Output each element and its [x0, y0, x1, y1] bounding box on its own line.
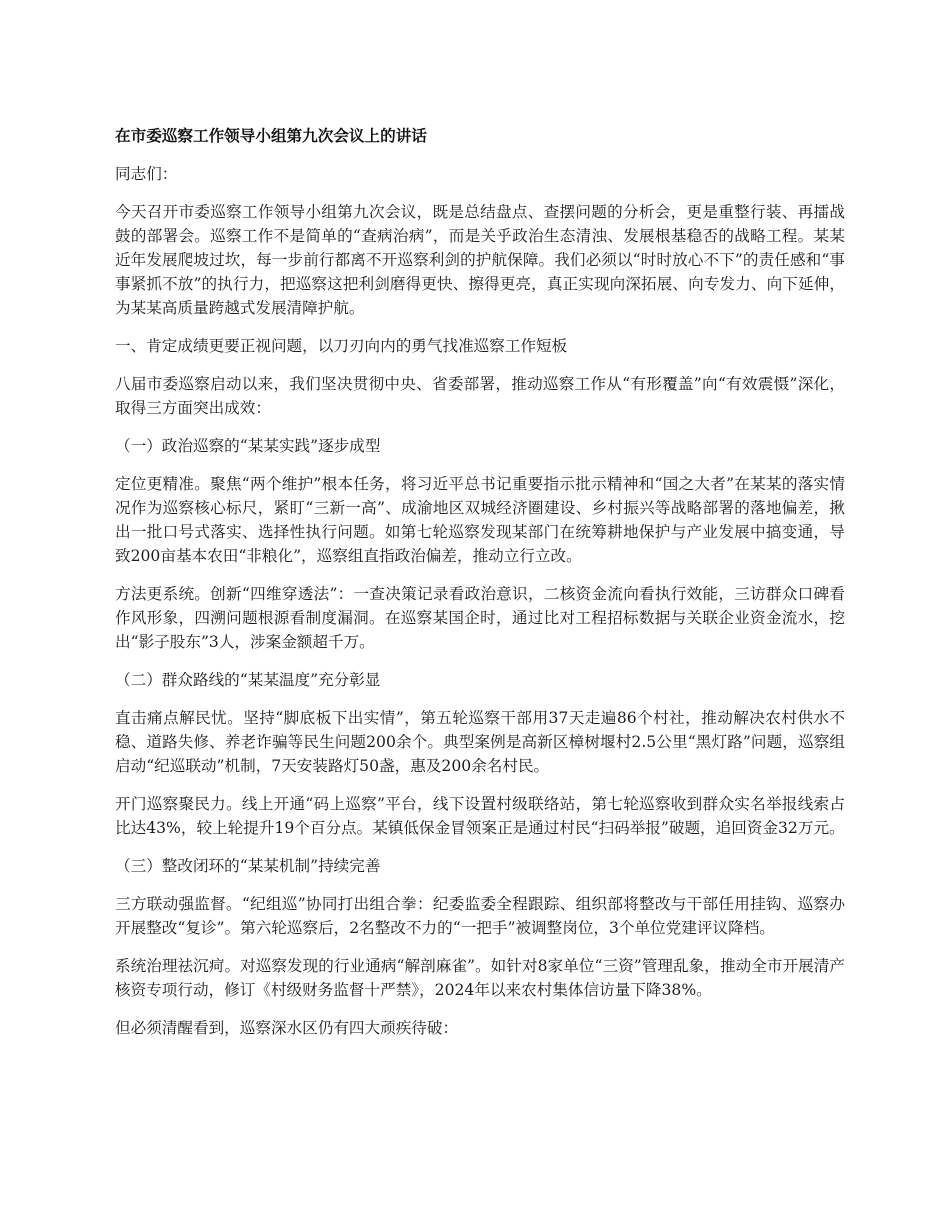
subsection-heading-1: （一）政治巡察的“某某实践”逐步成型 — [115, 437, 381, 455]
paragraph-joint-supervision: 三方联动强监督。“纪组巡”协同打出组合拳：纪委监委全程跟踪、组织部将整改与干部任用挂钩、巡察办开展整改“复诊”。第六轮巡察后，2名整改不力的“一把手”被调整岗位，3个单位党建评议降档。 — [115, 895, 845, 937]
paragraph-open-inspection: 开门巡察聚民力。线上开通“码上巡察”平台，线下设置村级联络站，第七轮巡察收到群众实名举报线索占比达43%，较上轮提升19个百分点。某镇低保金冒领案正是通过村民“扫码举报”破题，追回资金32万元。 — [115, 795, 845, 837]
subsection-heading-2: （二）群众路线的“某某温度”充分彰显 — [115, 671, 381, 689]
paragraph-pain-points: 直击痛点解民忧。坚持“脚底板下出实情”，第五轮巡察干部用37天走遍86个村社，推动解决农村供水不稳、道路失修、养老诈骗等民生问题200余个。典型案例是高新区樟树堰村2.5公里“黑灯路”问题，巡察组启动“纪巡联动”机制，7天安装路灯50盏，惠及200余名村民。 — [115, 709, 845, 775]
subsection-heading-3: （三）整改闭环的“某某机制”持续完善 — [115, 857, 381, 875]
salutation: 同志们： — [115, 165, 178, 183]
paragraph-intro: 今天召开市委巡察工作领导小组第九次会议，既是总结盘点、查摆问题的分析会，更是重整行装、再擂战鼓的部署会。巡察工作不是简单的“查病治病”，而是关乎政治生态清浊、发展根基稳否的战略工程。某某近年发展爬坡过坎，每一步前行都离不开巡察利剑的护航保障。我们必须以“时时放心不下”的责任感和“事事紧抓不放”的执行力，把巡察这把利剑磨得更快、擦得更亮，真正实现向深拓展、向专发力、向下延伸，为某某高质量跨越式发展清障护航。 — [115, 203, 845, 317]
paragraph-problems-intro: 但必须清醒看到，巡察深水区仍有四大顽疾待破： — [115, 1019, 459, 1037]
paragraph-methods: 方法更系统。创新“四维穿透法”：一查决策记录看政治意识，二核资金流向看执行效能，三访群众口碑看作风形象，四溯问题根源看制度漏洞。在巡察某国企时，通过比对工程招标数据与关联企业资金流水，挖出“影子股东”3人，涉案金额超千万。 — [115, 585, 845, 651]
document-page — [115, 124, 845, 1054]
paragraph-achievements-intro: 八届市委巡察启动以来，我们坚决贯彻中央、省委部署，推动巡察工作从“有形覆盖”向“有效震慑”深化，取得三方面突出成效： — [115, 375, 845, 417]
paragraph-system-governance: 系统治理祛沉疴。对巡察发现的行业通病“解剖麻雀”。如针对8家单位“三资”管理乱象，推动全市开展清产核资专项行动，修订《村级财务监督十严禁》，2024年以来农村集体信访量下降38%。 — [115, 957, 845, 999]
document-title: 在市委巡察工作领导小组第九次会议上的讲话 — [115, 127, 427, 145]
paragraph-positioning: 定位更精准。聚焦“两个维护”根本任务，将习近平总书记重要指示批示精神和“国之大者”在某某的落实情况作为巡察核心标尺，紧盯“三新一高”、成渝地区双城经济圈建设、乡村振兴等战略部署的落地偏差，揪出一批口号式落实、选择性执行问题。如第七轮巡察发现某部门在统筹耕地保护与产业发展中搞变通，导致200亩基本农田“非粮化”，巡察组直指政治偏差，推动立行立改。 — [115, 475, 845, 565]
section-heading-1: 一、肯定成绩更要正视问题，以刀刃向内的勇气找准巡察工作短板 — [115, 337, 568, 355]
